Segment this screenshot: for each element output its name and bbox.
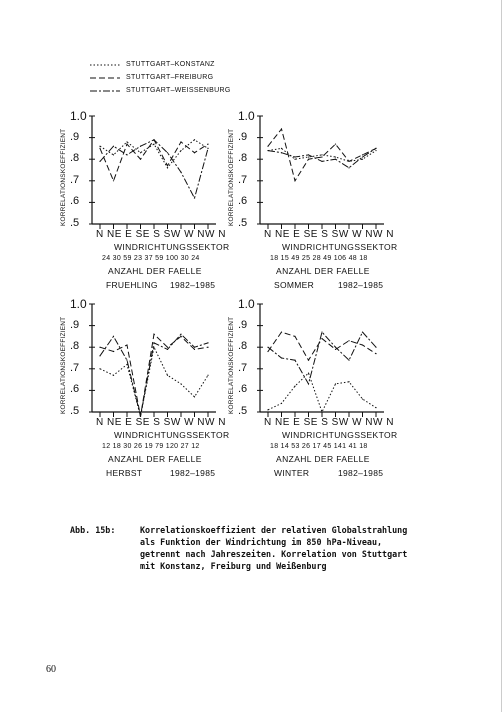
data-point <box>267 347 268 348</box>
case-counts: 18 15 49 25 28 49 106 48 18 <box>270 255 368 262</box>
data-point <box>348 381 349 382</box>
data-point <box>321 331 322 332</box>
data-point <box>194 349 195 350</box>
series-line-3 <box>100 140 208 198</box>
data-point <box>281 148 282 149</box>
period-label: 1982–1985 <box>170 468 216 478</box>
data-point <box>99 148 100 149</box>
data-point <box>153 143 154 144</box>
data-point <box>126 344 127 345</box>
data-point <box>335 159 336 160</box>
data-point <box>167 375 168 376</box>
y-tick-label: .7 <box>70 361 80 374</box>
chart-panel-autumn <box>62 296 252 496</box>
page-edge <box>501 0 502 712</box>
data-point <box>267 409 268 410</box>
count-label: ANZAHL DER FAELLE <box>108 266 202 276</box>
data-point <box>308 373 309 374</box>
data-point <box>335 347 336 348</box>
y-axis-label: KORRELATIONSKOEFFIZIENT <box>228 316 235 414</box>
data-point <box>153 139 154 140</box>
chart-svg <box>62 108 252 233</box>
y-tick-label: .5 <box>70 217 80 229</box>
chart-panel-summer <box>230 108 420 308</box>
y-axis-label: KORRELATIONSKOEFFIZIENT <box>228 128 235 226</box>
case-counts: 18 14 53 26 17 45 141 41 18 <box>270 443 368 450</box>
data-point <box>348 340 349 341</box>
data-point <box>348 161 349 162</box>
data-point <box>194 197 195 198</box>
data-point <box>99 161 100 162</box>
x-axis-label: WINDRICHTUNGSSEKTOR <box>282 430 398 440</box>
data-point <box>113 336 114 337</box>
data-point <box>99 347 100 348</box>
season-label: SOMMER <box>274 280 315 290</box>
data-point <box>294 336 295 337</box>
chart-svg <box>230 296 420 421</box>
data-point <box>180 336 181 337</box>
chart-svg <box>230 108 420 233</box>
data-point <box>294 159 295 160</box>
case-counts: 24 30 59 23 37 59 100 30 24 <box>102 255 200 262</box>
legend-label: STUTTGART–WEISSENBURG <box>126 87 231 94</box>
data-point <box>167 152 168 153</box>
series-line-2 <box>100 334 208 416</box>
data-point <box>267 146 268 147</box>
count-label: ANZAHL DER FAELLE <box>276 454 370 464</box>
legend-line-konstanz <box>90 63 120 67</box>
data-point <box>321 338 322 339</box>
data-point <box>362 156 363 157</box>
data-point <box>335 383 336 384</box>
series-line-1 <box>100 347 208 416</box>
season-label: WINTER <box>274 468 310 478</box>
x-tick-labels: N NE E SE S SW W NW N <box>96 417 226 428</box>
data-point <box>348 167 349 168</box>
data-point <box>375 407 376 408</box>
series-line-1 <box>268 373 376 412</box>
data-point <box>308 159 309 160</box>
legend-item-konstanz <box>90 58 231 71</box>
y-tick-label: .5 <box>238 217 248 229</box>
data-point <box>180 383 181 384</box>
series-line-3 <box>268 332 376 384</box>
x-tick-labels: N NE E SE S SW W NW N <box>96 229 226 240</box>
series-line-2 <box>268 332 376 360</box>
data-point <box>207 143 208 144</box>
data-point <box>167 165 168 166</box>
data-point <box>321 154 322 155</box>
data-point <box>294 180 295 181</box>
x-tick-labels: N NE E SE S SW W NW N <box>264 417 394 428</box>
y-tick-label: .5 <box>238 405 248 417</box>
y-tick-label: .5 <box>70 405 80 417</box>
y-tick-label: .7 <box>238 361 248 374</box>
data-point <box>281 128 282 129</box>
legend-line-freiburg <box>90 76 120 80</box>
period-label: 1982–1985 <box>170 280 216 290</box>
data-point <box>335 143 336 144</box>
y-tick-label: .6 <box>70 195 80 208</box>
y-tick-label: .8 <box>70 340 80 353</box>
data-point <box>335 156 336 157</box>
data-point <box>140 152 141 153</box>
season-label: HERBST <box>106 468 143 478</box>
data-point <box>375 347 376 348</box>
data-point <box>362 159 363 160</box>
x-axis-label: WINDRICHTUNGSSEKTOR <box>114 242 230 252</box>
y-tick-label: .8 <box>70 152 80 165</box>
data-point <box>126 154 127 155</box>
y-tick-label: 1.0 <box>238 109 255 123</box>
y-tick-label: .6 <box>70 383 80 396</box>
legend-line-weissenburg <box>90 89 120 93</box>
legend-item-freiburg <box>90 71 231 84</box>
data-point <box>180 150 181 151</box>
data-point <box>113 375 114 376</box>
series-line-2 <box>100 140 208 181</box>
y-tick-label: 1.0 <box>70 297 87 311</box>
data-point <box>194 139 195 140</box>
y-axis-label: KORRELATIONSKOEFFIZIENT <box>60 316 67 414</box>
data-point <box>140 159 141 160</box>
count-label: ANZAHL DER FAELLE <box>108 454 202 464</box>
data-point <box>180 172 181 173</box>
data-point <box>281 152 282 153</box>
y-tick-label: 1.0 <box>70 109 87 123</box>
data-point <box>113 154 114 155</box>
data-point <box>335 349 336 350</box>
data-point <box>308 156 309 157</box>
data-point <box>267 351 268 352</box>
data-point <box>281 331 282 332</box>
data-point <box>153 334 154 335</box>
data-point <box>321 161 322 162</box>
y-tick-label: .7 <box>238 173 248 186</box>
data-point <box>194 347 195 348</box>
legend-item-weissenburg <box>90 84 231 97</box>
y-tick-label: .9 <box>70 130 80 143</box>
data-point <box>294 385 295 386</box>
data-point <box>99 368 100 369</box>
data-point <box>180 334 181 335</box>
data-point <box>99 146 100 147</box>
y-tick-label: .9 <box>238 318 248 331</box>
y-tick-label: .7 <box>70 173 80 186</box>
x-axis-label: WINDRICHTUNGSSEKTOR <box>114 430 230 440</box>
data-point <box>99 355 100 356</box>
data-point <box>308 360 309 361</box>
data-point <box>294 360 295 361</box>
data-point <box>348 360 349 361</box>
series-line-3 <box>268 148 376 167</box>
data-point <box>207 347 208 348</box>
data-point <box>167 347 168 348</box>
data-point <box>113 146 114 147</box>
chart-panel-spring <box>62 108 252 308</box>
data-point <box>375 353 376 354</box>
data-point <box>140 146 141 147</box>
data-point <box>194 152 195 153</box>
case-counts: 12 18 30 26 19 79 120 27 12 <box>102 443 200 450</box>
data-point <box>167 167 168 168</box>
count-label: ANZAHL DER FAELLE <box>276 266 370 276</box>
data-point <box>321 156 322 157</box>
data-point <box>194 396 195 397</box>
data-point <box>362 331 363 332</box>
data-point <box>321 411 322 412</box>
data-point <box>281 357 282 358</box>
y-tick-label: .8 <box>238 340 248 353</box>
x-axis-label: WINDRICHTUNGSSEKTOR <box>282 242 398 252</box>
data-point <box>294 156 295 157</box>
data-point <box>126 141 127 142</box>
data-point <box>113 180 114 181</box>
data-point <box>126 360 127 361</box>
y-tick-label: .8 <box>238 152 248 165</box>
data-point <box>362 398 363 399</box>
data-point <box>308 154 309 155</box>
season-label: FRUEHLING <box>106 280 158 290</box>
data-point <box>362 344 363 345</box>
chart-panel-winter <box>230 296 420 496</box>
data-point <box>153 342 154 343</box>
data-point <box>207 375 208 376</box>
data-point <box>375 150 376 151</box>
x-tick-labels: N NE E SE S SW W NW N <box>264 229 394 240</box>
legend-label: STUTTGART–KONSTANZ <box>126 61 215 68</box>
legend-label: STUTTGART–FREIBURG <box>126 74 214 81</box>
caption-label: Abb. 15b: <box>70 525 116 535</box>
data-point <box>126 143 127 144</box>
caption-text: Korrelationskoeffizient der relativen Globalstrahlung als Funktion der Windrichtung im 850 hPa-Niveau, getrennt nach Jahreszeiten. Korrelation von Stuttgart mit Konstanz, Freiburg und Weißenburg <box>140 525 408 571</box>
y-tick-label: .6 <box>238 383 248 396</box>
y-tick-label: .9 <box>238 130 248 143</box>
data-point <box>180 141 181 142</box>
data-point <box>375 148 376 149</box>
period-label: 1982–1985 <box>338 280 384 290</box>
y-tick-label: 1.0 <box>238 297 255 311</box>
period-label: 1982–1985 <box>338 468 384 478</box>
data-point <box>207 148 208 149</box>
data-point <box>267 150 268 151</box>
data-point <box>113 351 114 352</box>
data-point <box>308 383 309 384</box>
page-number: 60 <box>46 664 56 675</box>
data-point <box>362 154 363 155</box>
y-axis-label: KORRELATIONSKOEFFIZIENT <box>60 128 67 226</box>
data-point <box>281 403 282 404</box>
data-point <box>167 349 168 350</box>
data-point <box>207 342 208 343</box>
chart-svg <box>62 296 252 421</box>
legend <box>90 58 231 97</box>
y-tick-label: .6 <box>238 195 248 208</box>
y-tick-label: .9 <box>70 318 80 331</box>
